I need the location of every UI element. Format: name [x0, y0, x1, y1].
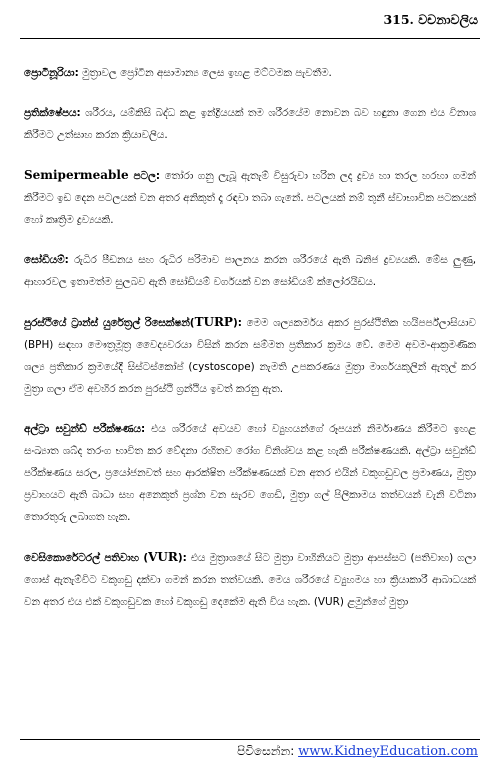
glossary-entry-vur	[24, 546, 476, 613]
entry-text: මෙම ශල්‍යකර්මය අකර පුරස්ථිතික හයිපර්ප්ලාසියාව (BPH) සඳහා මෞත්‍රමූත්‍ර වෛද්‍යවරයා විසින් කරන සම්මත ප්‍රතිකාර ක්‍රමය වේ. මෙම අවම-ආක්‍රමණික ශල්‍ය ප්‍රතිකාර ක්‍රමයේදී සිස්ටස්කෝප් (cystoscope) නැමති උපකරණය මුත්‍රා මාර්ගයකුලින් ඇතුල් කර මුත්‍රා ගලා ඒම අවහිර කරන පුරස්ථි ග්‍රන්ථිය ඉවත් කරනු ඇත.	[24, 317, 476, 395]
entry-text: තෝරා ගනු ලැබූ ඇතැම් විසුරුවා හරින ලද ද්‍රව්‍ය හා තරල හරහා ගමන් කිරීමට ඉඩ දෙන පටලයක් වන අතර අනිකුත් දෑ රඳවා තබා ගැනේ. පටලයක් නම් තුනී ස්වාභාවික පටකයක් හෝ කෘත්‍රිම ද්‍රව්‍යයකි.	[24, 170, 476, 226]
entry-term: ප්‍රතික්ෂේපය:	[24, 107, 81, 119]
entry-term: පටල:	[128, 170, 161, 182]
entry-term: සෝඩියම්:	[24, 254, 69, 266]
header-divider	[20, 38, 480, 39]
entry-text: රුධිර පීඩනය සහ රුධිර පරිමාව පාලනය කරන ශරීරයේ ඇති ඛනිජ ද්‍රව්‍යයකි. මේස ලුණු, ආහාරවල ඉතාමත්ම සුලබව ඇති සෝඩියම් වර්ගයක් වන සෝඩියම් ක්ලෝරයිඩය.	[24, 254, 476, 288]
entry-term: අල්ට්‍රා සවුන්ඩ් පරීක්ෂණය:	[24, 423, 146, 435]
glossary-body	[24, 62, 476, 631]
entry-term-end: ):	[232, 317, 242, 329]
entry-term-end: ):	[177, 552, 187, 564]
glossary-entry-turp	[24, 311, 476, 400]
entry-text: මුත්‍රාවල ප්‍රෝටීන අසාමාන්‍ය ලෙස ඉහළ මට්ටමක පැවතීම.	[78, 67, 332, 79]
entry-text: එය මුත්‍රාශයේ සිට මුත්‍රා වාහිනියට මුත්‍රා ආපස්සට (පතිවාහ) ගලා ගොස් ඇතැම්විට වකුගඩු දක්වා ගමන් කරන තත්වයකි. මෙය ශරීරයේ ව්‍යුහමය හා ක්‍රියාකාරී ආබාධයක් වන අතර එය එක් වකුගඩුවක හෝ වකුගඩු දෙකේම ඇති විය හැක. (VUR) ළමුන්ගේ මුත්‍රා	[24, 552, 476, 608]
page-title: 315. වචනාවලිය	[383, 12, 478, 27]
website-link[interactable]: www.KidneyEducation.com	[298, 744, 478, 759]
entry-term: පුරස්ථියේ ට්‍රාන්ස් යුරේත්‍රල් රිසෙක්ෂන්(	[24, 317, 195, 329]
footer-divider	[20, 739, 480, 740]
footer-label: පිවිසෙන්න:	[237, 744, 299, 758]
glossary-entry-rejection	[24, 102, 476, 146]
entry-text: ශරීරය, යම්කිසි බද්ධ කළ ඉන්ද්‍රියයක් තම ශරීරයේම නොවන බව හඳුනා ගෙන එය විනාශ කිරීමට උත්සාහ කරන ක්‍රියාවලිය.	[24, 107, 476, 141]
glossary-entry-sodium	[24, 249, 476, 293]
entry-text: එය ශරීරයේ අවයව හෝ ව්‍යුහයන්ගේ රූපයන් නිර්මාණය කිරීමට ඉහළ සංඛ්‍යාත ශබ්ද තරංග භාවිත කර වේදනා රහිතව රෝග විනිශ්චය කළ හැකි පරීක්ෂණයකි. අල්ට්‍රා සවුන්ඩ් පරීක්ෂණය සරල, ප්‍රයෝජනවත් සහ ආරක්ෂිත පරීක්ෂණයක් වන අතර එයින් වකුගඩුවල ප්‍රමාණය, මුත්‍රා ප්‍රවාහයට ඇති බාධා සහ අනෙකුත් ප්‍රශ්න වන සැරව ගෙඩි, මුත්‍රා ගල් පිලිකාමය තත්වයන් වැනි වටිනා තොරතුරු ලබාගත හැක.	[24, 423, 477, 523]
glossary-entry-proteinuria	[24, 62, 476, 84]
entry-term: වෙසිකොරේටරල් පතිවාහ (	[24, 552, 149, 564]
entry-term-latin: TURP	[194, 315, 233, 329]
entry-term-latin: VUR	[148, 550, 178, 564]
glossary-entry-semipermeable	[24, 164, 476, 231]
footer	[237, 744, 478, 759]
entry-term-latin: Semipermeable	[24, 168, 129, 182]
entry-term: ප්‍රොටීනූරියා:	[24, 67, 79, 79]
glossary-entry-ultrasound	[24, 418, 476, 528]
